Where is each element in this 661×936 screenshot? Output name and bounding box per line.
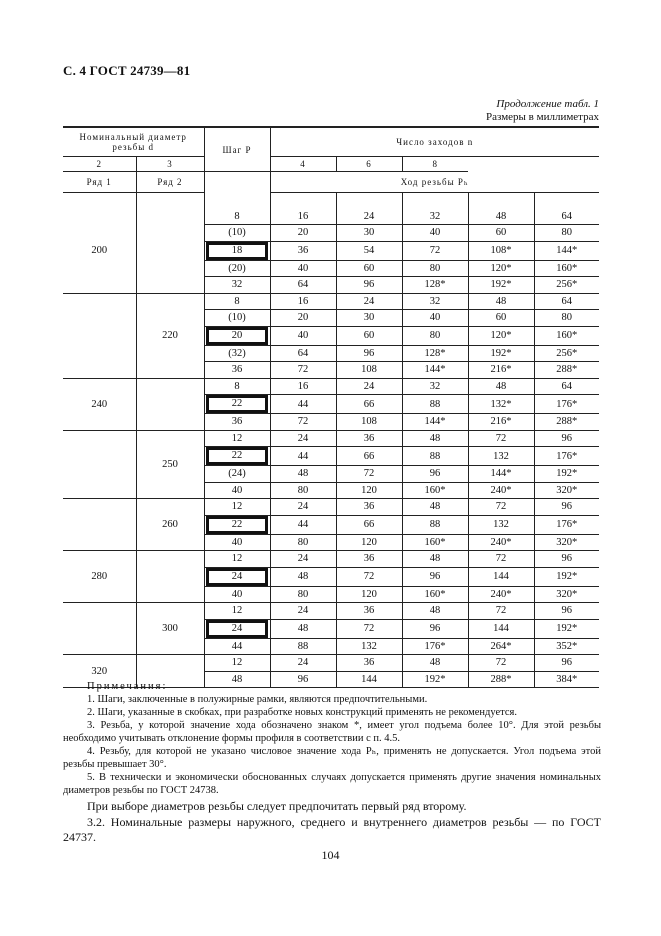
lead-value: 48 — [402, 655, 468, 672]
lead-value: 192* — [468, 277, 534, 294]
row1-diameter — [63, 430, 136, 499]
lead-value: 132 — [468, 515, 534, 534]
table-row — [63, 209, 599, 225]
paragraph-3-2: 3.2. Номинальные размеры наружного, среднего и внутреннего диаметров резьбы — по ГОСТ 24737. — [63, 815, 601, 844]
row2-diameter — [136, 378, 204, 430]
row1-diameter: 280 — [63, 551, 136, 603]
row2-diameter: 250 — [136, 430, 204, 499]
lead-value: 96 — [534, 430, 599, 447]
header-starts-6: 6 — [336, 157, 402, 172]
units-label: Размеры в миллиметрах — [486, 111, 599, 123]
lead-value: 128* — [402, 277, 468, 294]
lead-value: 32 — [402, 293, 468, 310]
lead-value: 288* — [534, 414, 599, 431]
lead-value: 144* — [402, 362, 468, 379]
lead-value: 48 — [402, 430, 468, 447]
header-number-of-starts: Число заходов n — [270, 127, 599, 157]
lead-value: 72 — [336, 466, 402, 483]
table-continuation-label: Продолжение табл. 1 — [496, 98, 599, 110]
lead-value: 48 — [402, 603, 468, 620]
note-2: 2. Шаги, указанные в скобках, при разработке новых конструкций применять не рекомендуется. — [87, 707, 517, 718]
row2-diameter: 220 — [136, 293, 204, 378]
pitch-cell — [204, 241, 270, 260]
header-pitch: Шаг P — [204, 127, 270, 172]
pitch-cell: 12 — [204, 655, 270, 672]
lead-value: 120 — [336, 534, 402, 551]
pitch-cell: 44 — [204, 638, 270, 655]
lead-value: 36 — [336, 430, 402, 447]
pitch-cell: 40 — [204, 586, 270, 603]
lead-value: 64 — [534, 378, 599, 395]
lead-value: 96 — [336, 277, 402, 294]
lead-value: 264* — [468, 638, 534, 655]
row2-diameter — [136, 209, 204, 294]
pitch-cell: 12 — [204, 603, 270, 620]
header-starts-3: 3 — [136, 157, 204, 172]
lead-value: 96 — [336, 345, 402, 362]
lead-value: 256* — [534, 277, 599, 294]
lead-value: 160* — [534, 326, 599, 345]
pitch-cell: 12 — [204, 551, 270, 568]
pitch-cell — [204, 326, 270, 345]
lead-value: 24 — [336, 209, 402, 225]
pitch-cell: (20) — [204, 260, 270, 277]
lead-value: 120 — [336, 586, 402, 603]
row1-diameter: 320 — [63, 655, 136, 688]
lead-value: 88 — [270, 638, 336, 655]
row2-diameter: 300 — [136, 603, 204, 655]
header-row-1: Ряд 1 — [63, 172, 136, 193]
lead-value: 288* — [534, 362, 599, 379]
lead-value: 240* — [468, 482, 534, 499]
preferred-pitch-frame: 22 — [206, 516, 268, 534]
lead-value: 36 — [336, 655, 402, 672]
lead-value: 320* — [534, 482, 599, 499]
lead-value: 40 — [270, 260, 336, 277]
lead-value: 132 — [468, 447, 534, 466]
lead-value: 30 — [336, 310, 402, 327]
lead-value: 48 — [468, 293, 534, 310]
preferred-pitch-frame: 24 — [206, 568, 268, 586]
lead-value: 160* — [402, 586, 468, 603]
lead-value: 32 — [402, 378, 468, 395]
lead-value: 80 — [270, 534, 336, 551]
lead-value: 48 — [270, 466, 336, 483]
lead-value: 160* — [534, 260, 599, 277]
lead-value: 40 — [402, 310, 468, 327]
lead-value: 88 — [402, 515, 468, 534]
lead-value: 192* — [534, 567, 599, 586]
lead-value: 132 — [336, 638, 402, 655]
header-starts-2: 2 — [63, 157, 136, 172]
table-row — [63, 655, 599, 672]
lead-value: 192* — [402, 671, 468, 688]
preferred-pitch-frame: 22 — [206, 447, 268, 465]
pitch-cell: 40 — [204, 482, 270, 499]
lead-value: 24 — [270, 551, 336, 568]
lead-value: 96 — [402, 567, 468, 586]
lead-value: 48 — [270, 619, 336, 638]
pitch-cell — [204, 515, 270, 534]
lead-value: 144* — [402, 414, 468, 431]
lead-value: 44 — [270, 447, 336, 466]
lead-value: 72 — [336, 619, 402, 638]
lead-value: 36 — [336, 499, 402, 516]
lead-value: 36 — [270, 241, 336, 260]
lead-value: 108 — [336, 414, 402, 431]
lead-value: 144 — [468, 619, 534, 638]
lead-value: 36 — [336, 551, 402, 568]
lead-value: 16 — [270, 293, 336, 310]
note-4: 4. Резьбу, для которой не указано числовое значение хода Pₕ, применять не допускается. Угол подъема этой резьбы превышает 30°. — [63, 746, 601, 770]
note-1: 1. Шаги, заключенные в полужирные рамки, являются предпочтительными. — [87, 694, 428, 705]
lead-value: 88 — [402, 395, 468, 414]
lead-value: 96 — [534, 655, 599, 672]
pitch-cell — [204, 567, 270, 586]
lead-value: 352* — [534, 638, 599, 655]
lead-value: 176* — [402, 638, 468, 655]
lead-value: 288* — [468, 671, 534, 688]
lead-value: 160* — [402, 534, 468, 551]
notes-block — [63, 680, 601, 797]
lead-value: 24 — [336, 378, 402, 395]
lead-value: 16 — [270, 209, 336, 225]
lead-value: 96 — [534, 603, 599, 620]
pitch-cell — [204, 619, 270, 638]
lead-value: 36 — [336, 603, 402, 620]
preferred-pitch-frame: 18 — [206, 242, 268, 260]
header-nominal-diameter: Номинальный диаметр резьбы d — [63, 127, 204, 157]
lead-value: 20 — [270, 310, 336, 327]
lead-value: 72 — [270, 362, 336, 379]
row2-diameter — [136, 551, 204, 603]
lead-value: 44 — [270, 395, 336, 414]
lead-value: 24 — [270, 430, 336, 447]
lead-value: 96 — [534, 551, 599, 568]
table-row — [63, 430, 599, 447]
lead-value: 144 — [336, 671, 402, 688]
lead-value: 64 — [534, 293, 599, 310]
pitch-cell: 8 — [204, 378, 270, 395]
lead-value: 40 — [270, 326, 336, 345]
pitch-cell — [204, 447, 270, 466]
header-lead: Ход резьбы Pₕ — [270, 172, 599, 193]
lead-value: 144 — [468, 567, 534, 586]
lead-value: 128* — [402, 345, 468, 362]
row1-diameter — [63, 603, 136, 655]
lead-value: 24 — [270, 603, 336, 620]
preferred-pitch-frame: 24 — [206, 620, 268, 638]
lead-value: 144* — [534, 241, 599, 260]
row1-diameter — [63, 499, 136, 551]
lead-value: 72 — [270, 414, 336, 431]
pitch-cell: 36 — [204, 414, 270, 431]
pitch-cell: (24) — [204, 466, 270, 483]
lead-value: 48 — [270, 567, 336, 586]
lead-value: 256* — [534, 345, 599, 362]
pitch-cell: 40 — [204, 534, 270, 551]
page-header-title: С. 4 ГОСТ 24739—81 — [63, 63, 191, 78]
pitch-cell: 8 — [204, 293, 270, 310]
lead-value: 72 — [468, 430, 534, 447]
pitch-cell: (10) — [204, 310, 270, 327]
lead-value: 48 — [468, 378, 534, 395]
preferred-pitch-frame: 20 — [206, 327, 268, 345]
pitch-cell: 12 — [204, 430, 270, 447]
lead-value: 24 — [270, 499, 336, 516]
lead-value: 88 — [402, 447, 468, 466]
page-number: 104 — [321, 848, 340, 862]
lead-value: 176* — [534, 515, 599, 534]
lead-value: 96 — [534, 499, 599, 516]
lead-value: 40 — [402, 225, 468, 242]
lead-value: 240* — [468, 534, 534, 551]
lead-value: 66 — [336, 395, 402, 414]
lead-value: 72 — [468, 551, 534, 568]
lead-value: 72 — [336, 567, 402, 586]
lead-value: 60 — [468, 310, 534, 327]
lead-value: 24 — [270, 655, 336, 672]
row2-diameter: 260 — [136, 499, 204, 551]
note-3: 3. Резьба, у которой значение хода обозначено знаком *, имеет угол подъема более 10°. Для этой резьбы необходимо учитывать отклонение формы профиля в соответствии с п. 4.5. — [63, 720, 601, 744]
lead-value: 216* — [468, 362, 534, 379]
lead-value: 132* — [468, 395, 534, 414]
lead-value: 176* — [534, 395, 599, 414]
lead-value: 60 — [468, 225, 534, 242]
lead-value: 320* — [534, 534, 599, 551]
pitch-cell: 48 — [204, 671, 270, 688]
lead-value: 16 — [270, 378, 336, 395]
lead-value: 20 — [270, 225, 336, 242]
lead-value: 80 — [270, 586, 336, 603]
lead-value: 144* — [468, 466, 534, 483]
pitch-cell: 12 — [204, 499, 270, 516]
lead-value: 120* — [468, 326, 534, 345]
preferred-pitch-frame: 22 — [206, 395, 268, 413]
lead-value: 108* — [468, 241, 534, 260]
lead-value: 60 — [336, 326, 402, 345]
row1-diameter: 200 — [63, 209, 136, 294]
lead-value: 48 — [468, 209, 534, 225]
lead-value: 24 — [336, 293, 402, 310]
lead-value: 96 — [402, 619, 468, 638]
lead-value: 32 — [402, 209, 468, 225]
lead-value: 108 — [336, 362, 402, 379]
notes-title: Примечания: — [87, 681, 168, 692]
header-starts-8: 8 — [402, 157, 468, 172]
lead-value: 160* — [402, 482, 468, 499]
thread-dimensions-table — [63, 126, 599, 688]
pitch-cell: 32 — [204, 277, 270, 294]
lead-value: 72 — [468, 655, 534, 672]
table-row — [63, 499, 599, 516]
lead-value: 80 — [402, 260, 468, 277]
lead-value: 192* — [468, 345, 534, 362]
lead-value: 96 — [402, 466, 468, 483]
pitch-cell: (10) — [204, 225, 270, 242]
lead-value: 72 — [468, 603, 534, 620]
lead-value: 64 — [270, 345, 336, 362]
paragraph-diameter-preference: При выборе диаметров резьбы следует предпочитать первый ряд второму. — [87, 799, 467, 813]
pitch-cell — [204, 395, 270, 414]
lead-value: 64 — [534, 209, 599, 225]
lead-value: 44 — [270, 515, 336, 534]
lead-value: 48 — [402, 499, 468, 516]
table-row — [63, 551, 599, 568]
lead-value: 216* — [468, 414, 534, 431]
lead-value: 192* — [534, 619, 599, 638]
lead-value: 120* — [468, 260, 534, 277]
lead-value: 384* — [534, 671, 599, 688]
lead-value: 54 — [336, 241, 402, 260]
lead-value: 80 — [534, 225, 599, 242]
lead-value: 72 — [402, 241, 468, 260]
lead-value: 30 — [336, 225, 402, 242]
lead-value: 80 — [402, 326, 468, 345]
lead-value: 80 — [270, 482, 336, 499]
lead-value: 66 — [336, 447, 402, 466]
lead-value: 120 — [336, 482, 402, 499]
lead-value: 72 — [468, 499, 534, 516]
lead-value: 48 — [402, 551, 468, 568]
lead-value: 60 — [336, 260, 402, 277]
note-5: 5. В технически и экономически обоснованных случаях допускается применять другие значения номинальных диаметров резьбы по ГОСТ 24738. — [63, 772, 601, 796]
lead-value: 96 — [270, 671, 336, 688]
header-row-2: Ряд 2 — [136, 172, 204, 193]
pitch-cell: (32) — [204, 345, 270, 362]
table-row — [63, 378, 599, 395]
lead-value: 80 — [534, 310, 599, 327]
pitch-cell: 36 — [204, 362, 270, 379]
table-row — [63, 603, 599, 620]
lead-value: 192* — [534, 466, 599, 483]
row1-diameter: 240 — [63, 378, 136, 430]
lead-value: 64 — [270, 277, 336, 294]
row1-diameter — [63, 293, 136, 378]
pitch-cell: 8 — [204, 209, 270, 225]
lead-value: 176* — [534, 447, 599, 466]
table-row — [63, 293, 599, 310]
lead-value: 240* — [468, 586, 534, 603]
lead-value: 320* — [534, 586, 599, 603]
lead-value: 66 — [336, 515, 402, 534]
header-starts-4: 4 — [270, 157, 336, 172]
